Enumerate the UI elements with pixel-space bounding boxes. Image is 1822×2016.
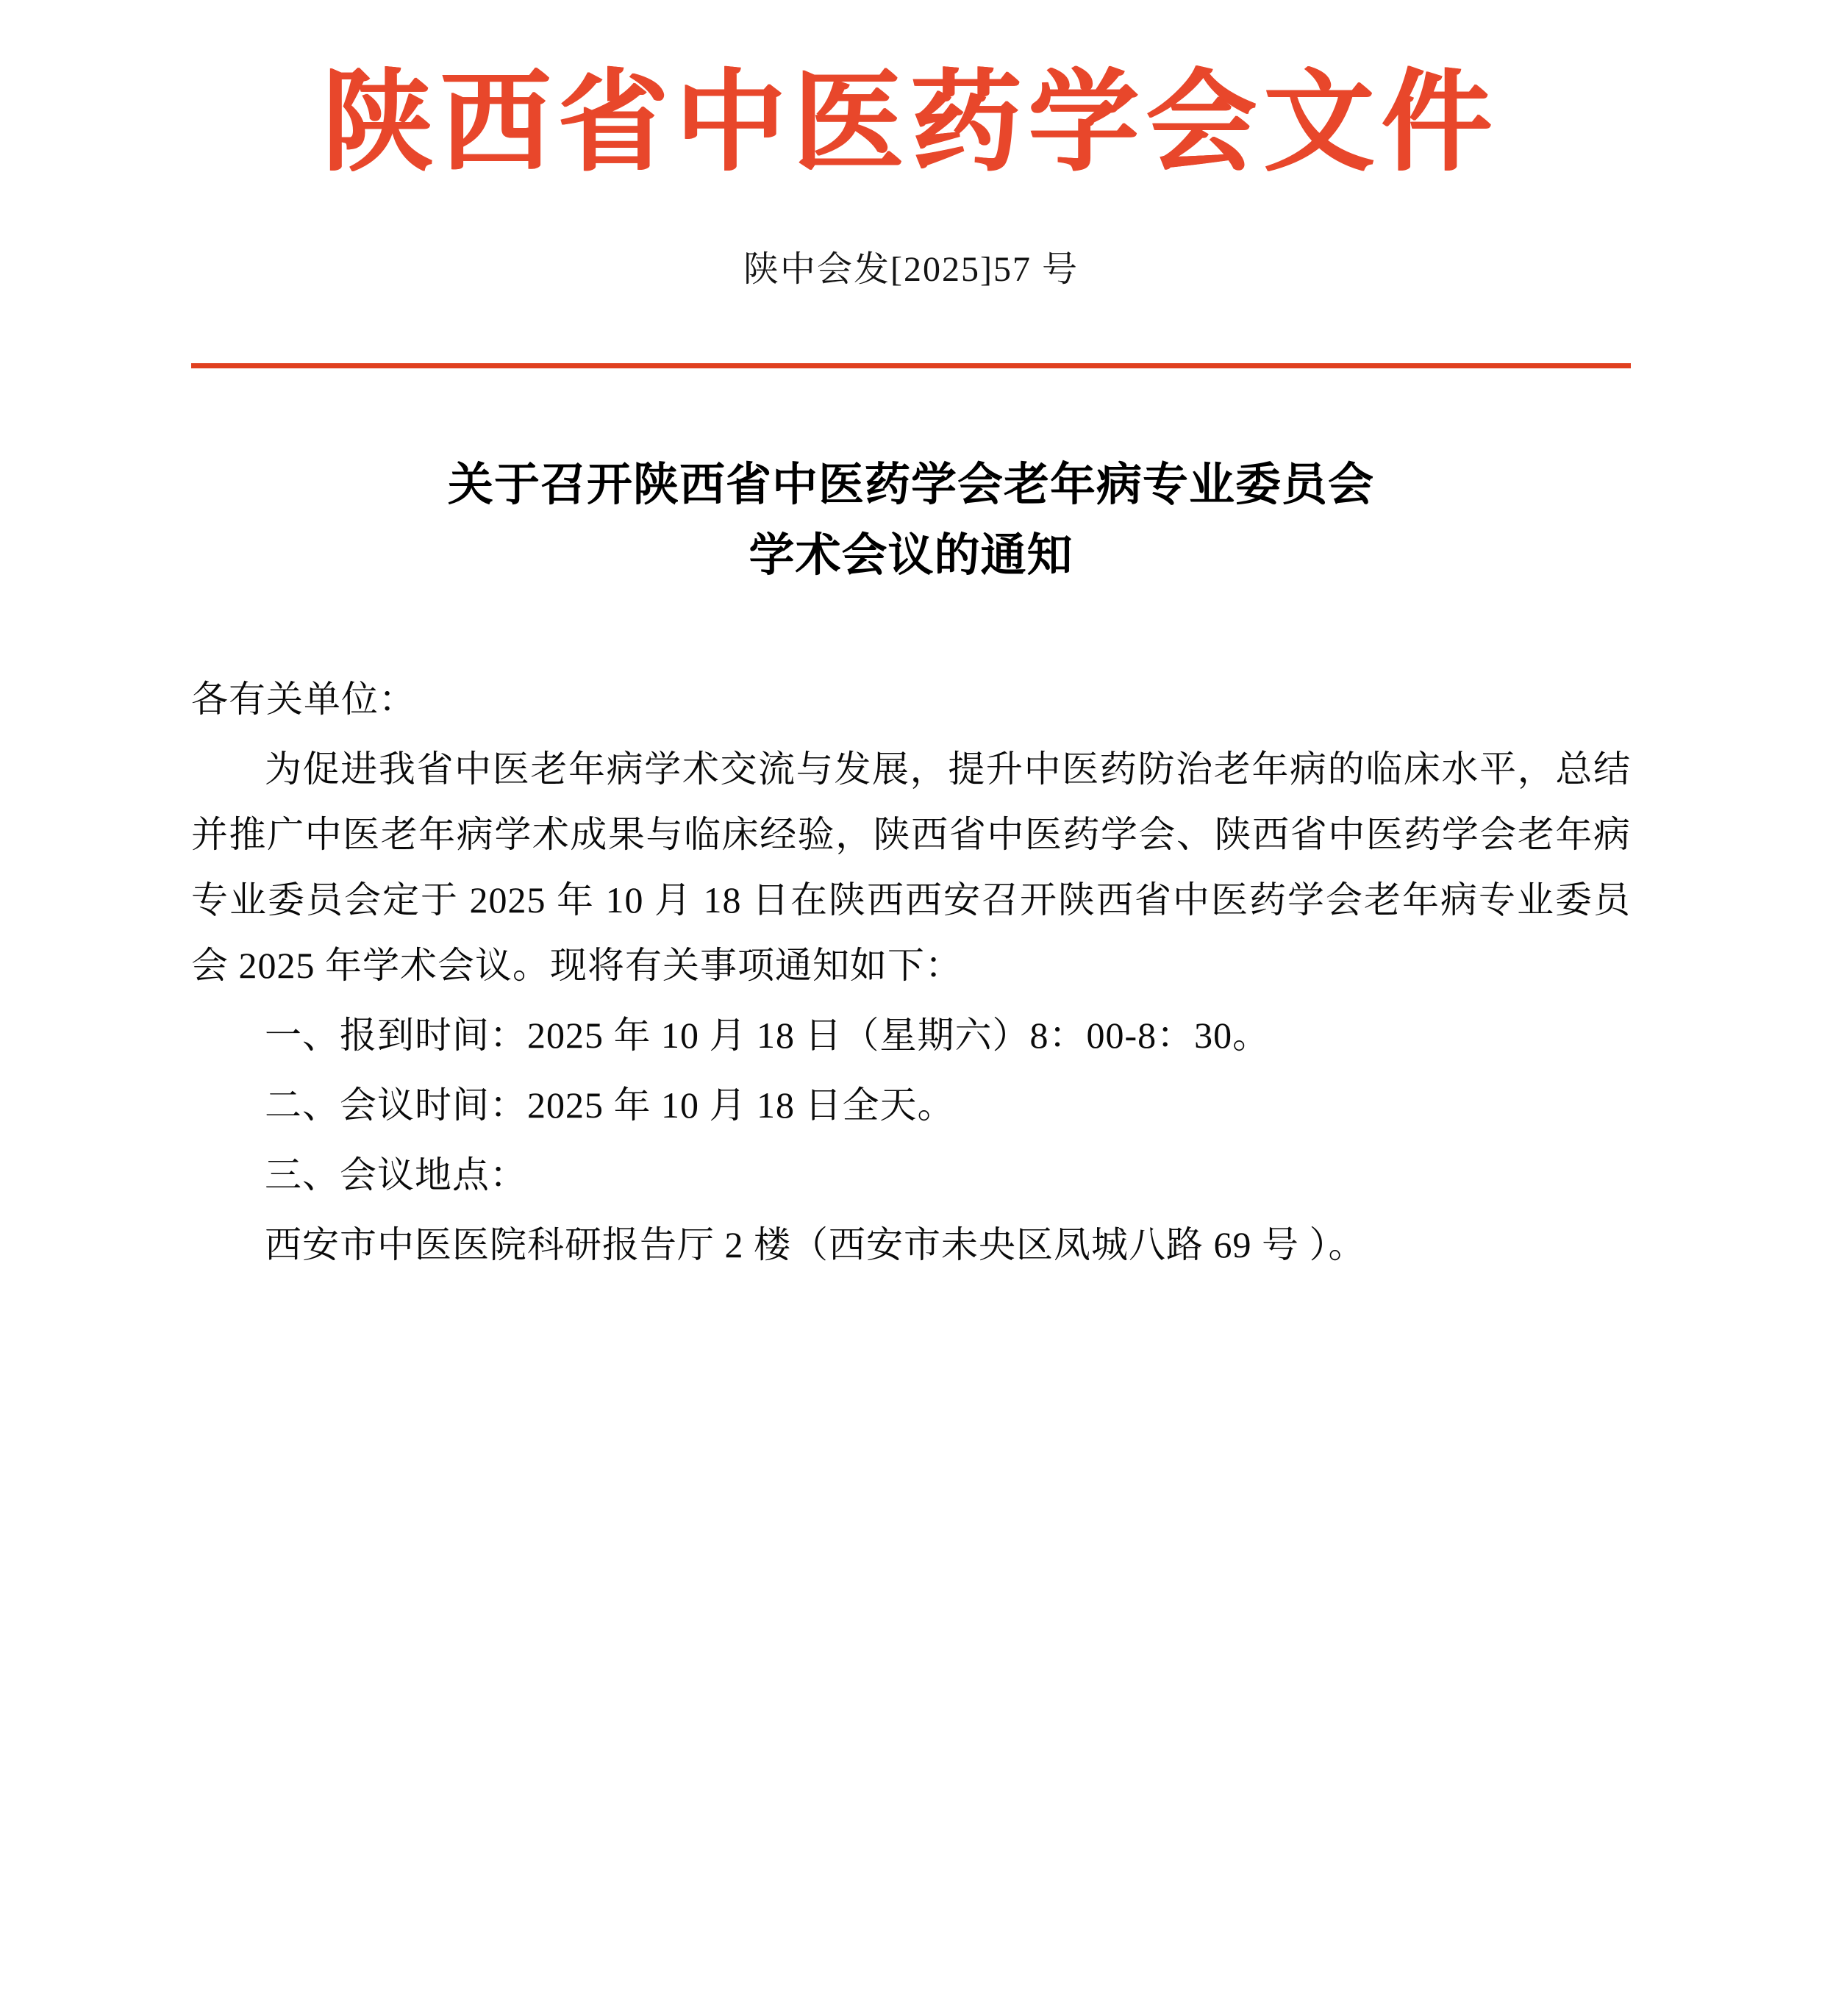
list-item-meeting-time: 二、会议时间：2025 年 10 月 18 日全天。 (265, 1084, 955, 1126)
salutation: 各有关单位： (191, 679, 416, 721)
meeting-address: 西安市中医医院科研报告厅 2 楼（西安市未央区凤城八路 69 号 ）。 (265, 1224, 1366, 1266)
page-title-line-1: 关于召开陕西省中医药学会老年病专业委员会 (447, 457, 1374, 511)
page-title (191, 449, 1631, 590)
list-item-registration-time: 一、报到时间：2025 年 10 月 18 日（星期六）8：00-8：30。 (265, 1015, 1271, 1057)
masthead (191, 0, 1631, 187)
document-body (191, 667, 1631, 1278)
organization-title: 陕西省中医药学会文件 (322, 57, 1499, 187)
red-divider-line (191, 363, 1631, 368)
body-paragraph-1: 为促进我省中医老年病学术交流与发展，提升中医药防治老年病的临床水平，总结并推广中医老年病学术成果与临床经验，陕西省中医药学会、陕西省中医药学会老年病专业委员会定于 2025 年 10 月 18 日在陕西西安召开陕西省中医药学会老年病专业委员会 2025 年学术会议。现将有关事项通知如下： (191, 748, 1631, 987)
list-item-meeting-location: 三、会议地点： (265, 1154, 527, 1196)
page-title-line-2: 学术会议的通知 (749, 528, 1073, 582)
document-number: 陕中会发[2025]57 号 (743, 250, 1079, 289)
